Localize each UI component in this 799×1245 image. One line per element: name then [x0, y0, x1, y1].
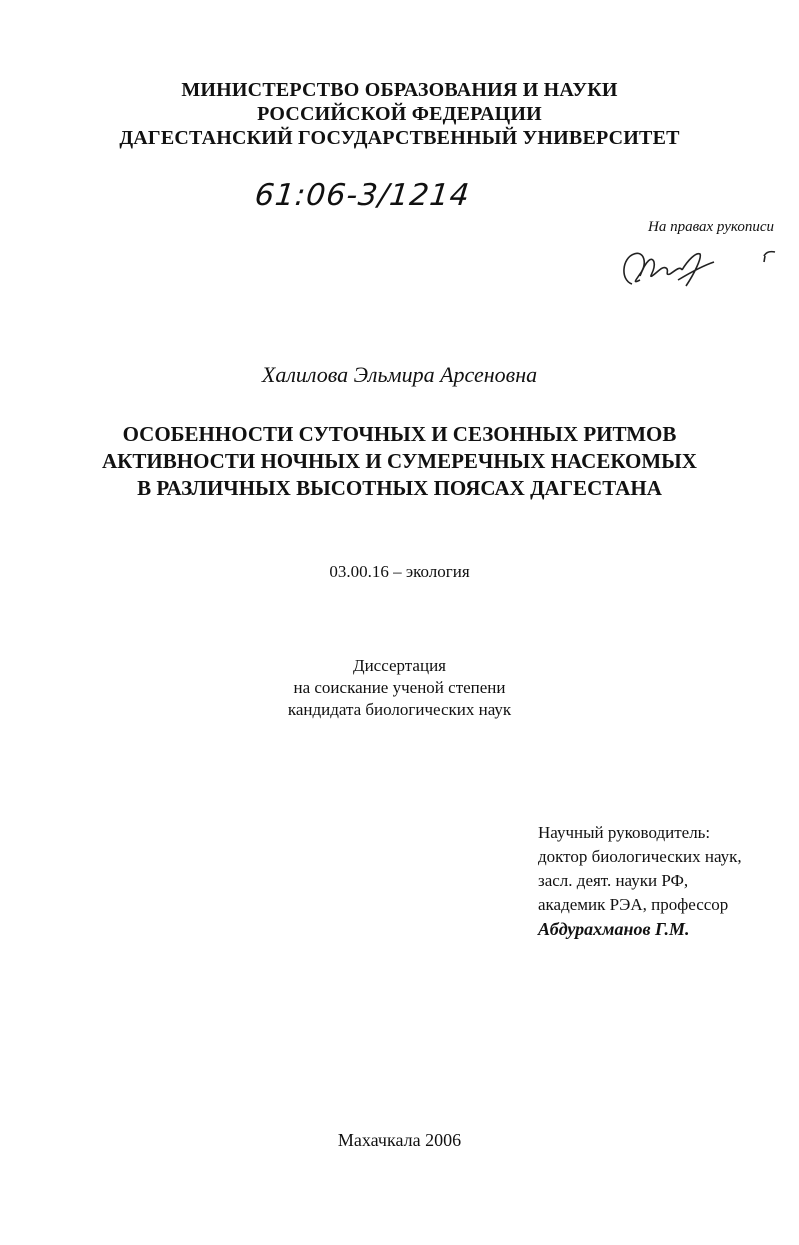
- signature-icon: [618, 240, 778, 292]
- title-line: В РАЗЛИЧНЫХ ВЫСОТНЫХ ПОЯСАХ ДАГЕСТАНА: [137, 476, 662, 500]
- specialty-code: 03.00.16 – экология: [329, 562, 470, 581]
- title-line: АКТИВНОСТИ НОЧНЫХ И СУМЕРЕЧНЫХ НАСЕКОМЫХ: [102, 449, 697, 473]
- manuscript-rights-note: На правах рукописи: [648, 219, 774, 235]
- title-line: ОСОБЕННОСТИ СУТОЧНЫХ И СЕЗОННЫХ РИТМОВ: [122, 422, 677, 446]
- registration-number: 61:06-3/1214: [253, 178, 472, 213]
- supervisor-block: [538, 821, 742, 941]
- university-line: ДАГЕСТАНСКИЙ ГОСУДАРСТВЕННЫЙ УНИВЕРСИТЕТ: [119, 127, 680, 149]
- supervisor-line: доктор биологических наук,: [538, 847, 742, 866]
- degree-line: на соискание ученой степени: [293, 678, 506, 697]
- dissertation-title: [0, 421, 799, 502]
- place-and-year: Махачкала 2006: [337, 1130, 462, 1150]
- author-name: Халилова Эльмира Арсеновна: [261, 362, 538, 387]
- supervisor-line: Научный руководитель:: [538, 823, 711, 842]
- ministry-header: [0, 78, 799, 150]
- ministry-line: РОССИЙСКОЙ ФЕДЕРАЦИИ: [257, 103, 542, 125]
- degree-line: кандидата биологических наук: [287, 700, 512, 719]
- degree-statement: [0, 655, 799, 721]
- ministry-line: МИНИСТЕРСТВО ОБРАЗОВАНИЯ И НАУКИ: [181, 79, 618, 101]
- degree-line: Диссертация: [352, 656, 446, 675]
- supervisor-line: академик РЭА, профессор: [538, 895, 729, 914]
- supervisor-line: засл. деят. науки РФ,: [538, 871, 689, 890]
- supervisor-name: Абдурахманов Г.М.: [538, 919, 690, 939]
